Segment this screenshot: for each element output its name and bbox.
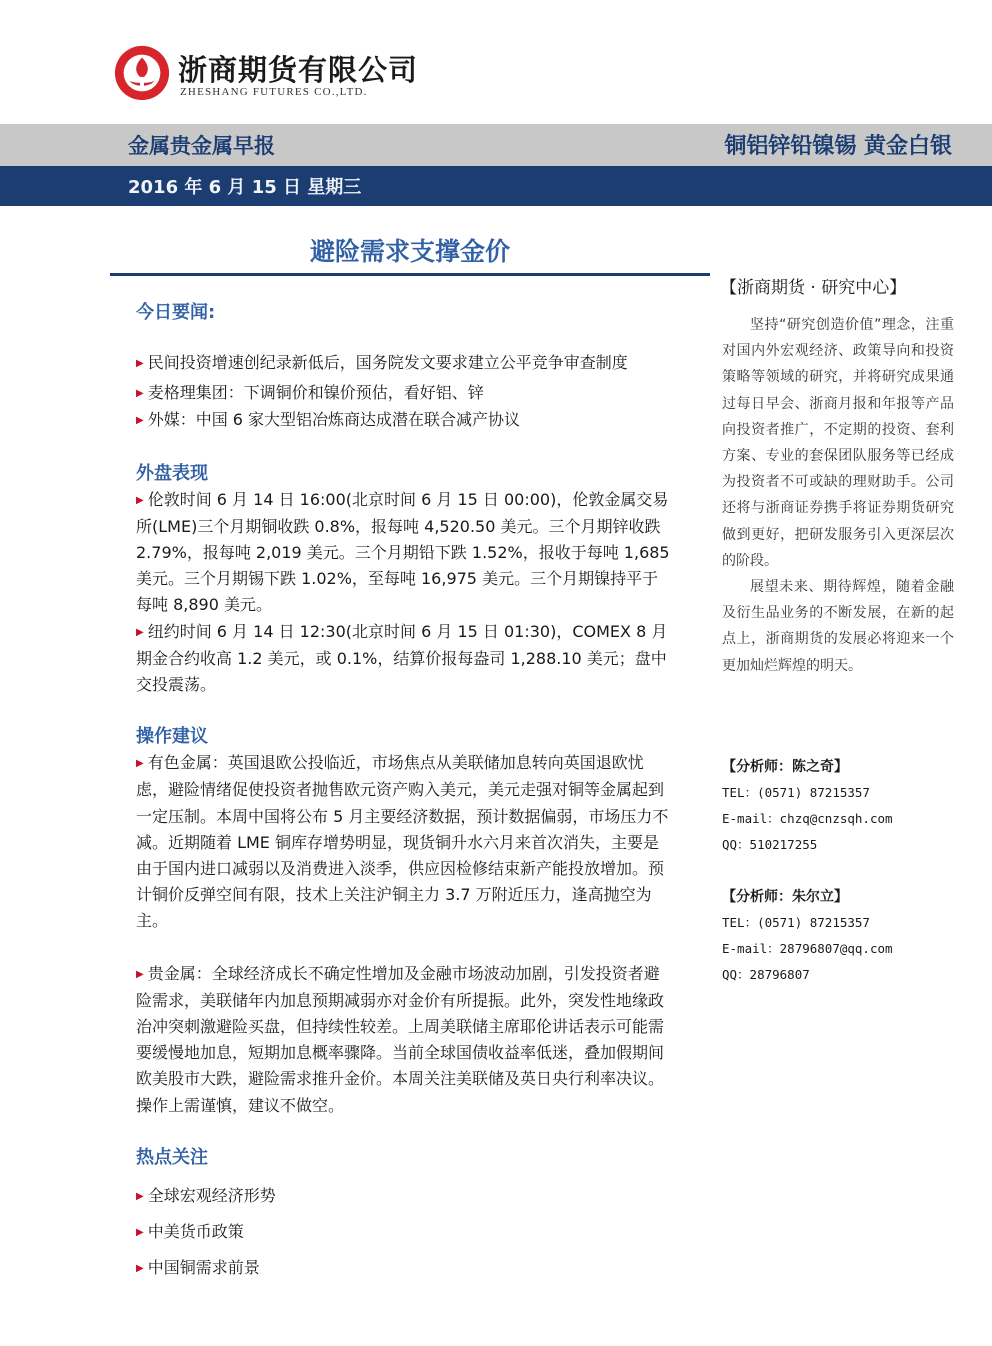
covered-metals: 铜铝锌铅镍锡 黄金白银 xyxy=(724,134,952,159)
report-date: 2016 年 6 月 15 日 星期三 xyxy=(128,177,362,198)
analyst-tel: TEL：(0571) 87215357 xyxy=(722,785,870,800)
research-center-intro xyxy=(722,312,954,679)
section-title-overseas: 外盘表现 xyxy=(136,462,208,484)
headline-divider xyxy=(110,273,710,276)
section-title-hotspots: 热点关注 xyxy=(136,1146,208,1168)
headline: 避险需求支撑金价 xyxy=(309,237,510,266)
advice-item: ▶ 有色金属：英国退欧公投临近，市场焦点从美联储加息转向英国退欧忧虑，避险情绪促使投资者抛售欧元资产购入美元，美元走强对铜等金属起到一定压制。本周中国将公布 5 月主要经济数据，预计数据偏弱，市场压力不减。近期随着 LME 铜库存增势明显，现货铜升水六月来首次消失，主要是由于国内进口减弱以及消费进入淡季，供应因检修结束新产能投放增加。预计铜价反弹空间有限，技术上关注沪铜主力 3.7 万附近压力，逢高抛空为主。 xyxy=(136,753,669,931)
intro-paragraph: 展望未来、期待辉煌，随着金融及衍生品业务的不断发展，在新的起点上，浙商期货的发展必将迎来一个更加灿烂辉煌的明天。 xyxy=(722,579,954,674)
analyst-name: 【分析师：朱尔立】 xyxy=(722,889,848,905)
bullet-arrow-icon: ▶ xyxy=(136,1263,144,1275)
overseas-item: ▶ 纽约时间 6 月 14 日 12:30(北京时间 6 月 15 日 01:30)，COMEX 8 月期金合约收高 1.2 美元，或 0.1%，结算价报每盎司 1,288.10 美元；盘中交投震荡。 xyxy=(136,621,668,695)
company-name-cn: 浙商期货有限公司 xyxy=(178,53,419,87)
analyst-tel: TEL：(0571) 87215357 xyxy=(722,915,870,930)
section-title-advice: 操作建议 xyxy=(136,726,208,748)
analyst-card xyxy=(722,754,954,858)
bullet-arrow-icon: ▶ xyxy=(136,415,144,427)
analyst-email[interactable]: E-mail：28796807@qq.com xyxy=(722,941,893,956)
bullet-arrow-icon: ▶ xyxy=(136,758,144,770)
analyst-card xyxy=(722,884,954,988)
section-title-news: 今日要闻: xyxy=(136,302,216,323)
intro-paragraph: 坚持“研究创造价值”理念，注重对国内外宏观经济、政策导向和投资策略等领域的研究，并将研究成果通过每日早会、浙商月报和年报等产品向投资者推广，不定期的投资、套利方案、专业的套保团队服务等已经成为投资者不可或缺的理财助手。公司还将与浙商证券携手将证券期货研究做到更好，把研发服务引入更深层次的阶段。 xyxy=(722,317,954,569)
bullet-arrow-icon: ▶ xyxy=(136,494,144,506)
advice-item: ▶ 贵金属：全球经济成长不确定性增加及金融市场波动加剧，引发投资者避险需求，美联储年内加息预期减弱亦对金价有所提振。此外，突发性地缘政治冲突刺激避险买盘，但持续性较差。上周美联储主席耶伦讲话表示可能需要缓慢地加息，短期加息概率骤降。当前全球国债收益率低迷，叠加假期间欧美股市大跌，避险需求推升金价。本周关注美联储及英日央行利率决议。操作上需谨慎，建议不做空。 xyxy=(136,963,665,1115)
report-name: 金属贵金属早报 xyxy=(128,134,275,158)
bullet-arrow-icon: ▶ xyxy=(136,626,144,638)
analyst-name: 【分析师：陈之奇】 xyxy=(722,759,848,775)
company-name-en: ZHESHANG FUTURES CO.,LTD. xyxy=(180,86,368,98)
overseas-item: ▶ 伦敦时间 6 月 14 日 16:00(北京时间 6 月 15 日 00:00)，伦敦金属交易所(LME)三个月期铜收跌 0.8%，报每吨 4,520.50 美元。三个月期锌收跌 2.79%，报每吨 2,019 美元。三个月期铅下跌 1.52%，报收于每吨 1,685 美元。三个月期锡下跌 1.02%，至每吨 16,975 美元。三个月期镍持平于每吨 8,890 美元。 xyxy=(136,489,670,615)
hotspot-item: ▶ 中美货币政策 xyxy=(136,1219,672,1246)
company-logo-icon xyxy=(113,44,171,102)
news-item: ▶ 外媒：中国 6 家大型铝冶炼商达成潜在联合减产协议 xyxy=(136,407,672,434)
main-content xyxy=(136,300,672,1282)
bullet-arrow-icon: ▶ xyxy=(136,968,144,980)
bullet-arrow-icon: ▶ xyxy=(136,358,144,369)
bullet-arrow-icon: ▶ xyxy=(136,1227,144,1239)
analyst-qq: QQ：510217255 xyxy=(722,837,818,852)
hotspot-item: ▶ 全球宏观经济形势 xyxy=(136,1183,672,1210)
analyst-qq: QQ：28796807 xyxy=(722,967,810,982)
news-item: ▶ 麦格理集团：下调铜价和镍价预估，看好铝、锌 xyxy=(136,380,672,407)
bullet-arrow-icon: ▶ xyxy=(136,1190,144,1202)
analyst-email[interactable]: E-mail：chzq@cnzsqh.com xyxy=(722,811,893,826)
hotspot-item: ▶ 中国铜需求前景 xyxy=(136,1255,672,1282)
research-center-title: 【浙商期货 · 研究中心】 xyxy=(720,278,907,298)
news-item: ▶ 民间投资增速创纪录新低后，国务院发文要求建立公平竞争审查制度 xyxy=(136,350,672,377)
bullet-arrow-icon: ▶ xyxy=(136,388,144,400)
